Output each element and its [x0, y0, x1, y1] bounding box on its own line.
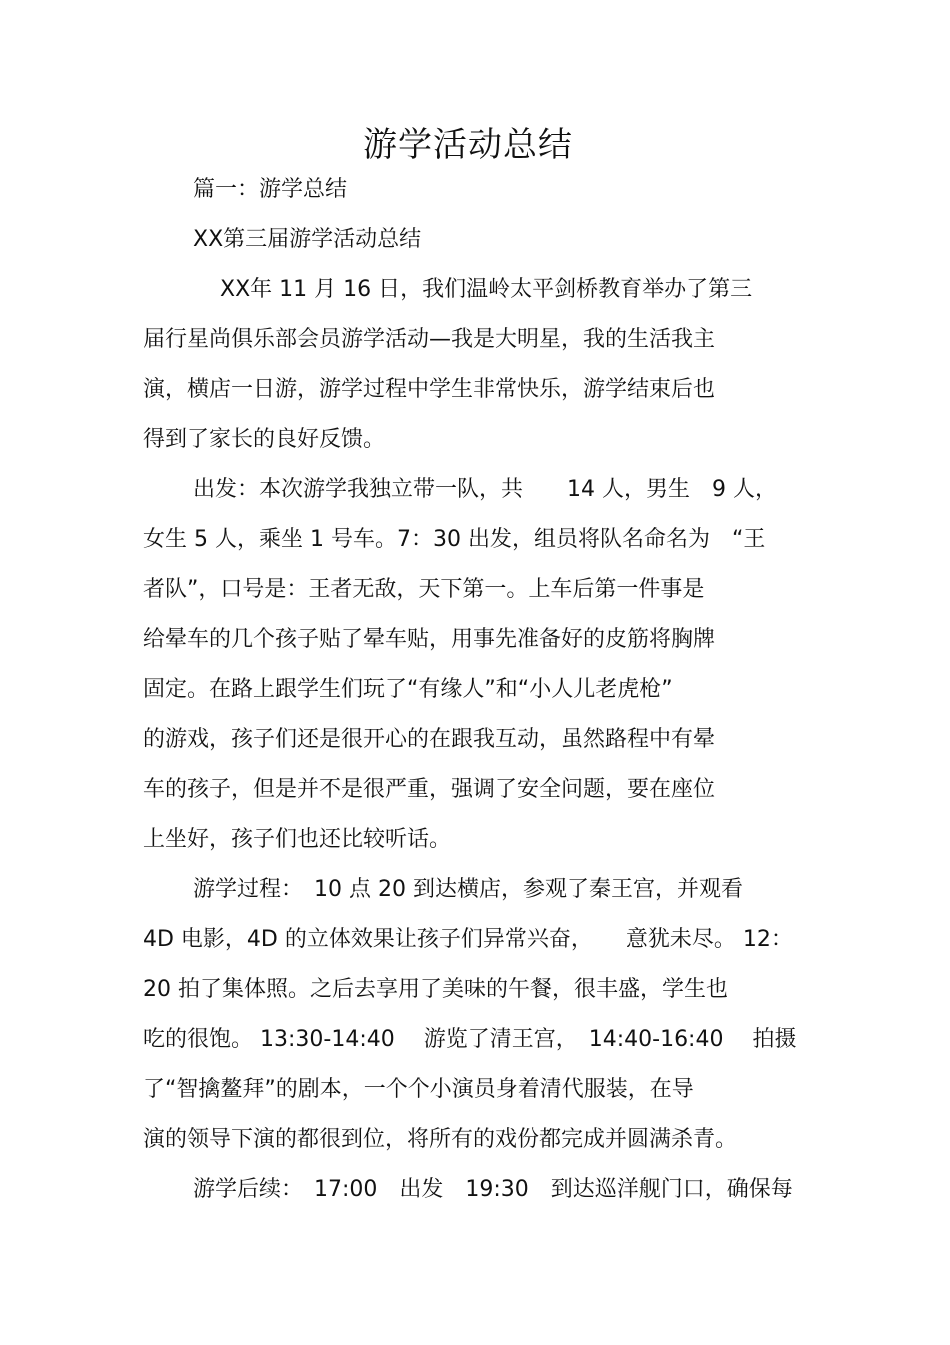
paragraph-line: 4D 电影，4D 的立体效果让孩子们异常兴奋， 意犹未尽。 12： — [143, 927, 793, 952]
paragraph-line: 演，横店一日游，游学过程中学生非常快乐，游学结束后也 — [143, 377, 716, 402]
paragraph-line: 得到了家长的良好反馈。 — [143, 427, 386, 452]
paragraph-line: 者队”，口号是：王者无敌，天下第一。上车后第一件事是 — [143, 577, 705, 602]
paragraph-line: 演的领导下演的都很到位，将所有的戏份都完成并圆满杀青。 — [143, 1127, 738, 1152]
paragraph-line: 吃的很饱。 13:30-14:40 游览了清王宫， 14:40-16:40 拍摄 — [143, 1027, 797, 1052]
paragraph-line: 的游戏，孩子们还是很开心的在跟我互动，虽然路程中有晕 — [143, 727, 716, 752]
paragraph-line: 20 拍了集体照。之后去享用了美味的午餐，很丰盛，学生也 — [143, 977, 728, 1002]
paragraph-line: 游学过程： 10 点 20 到达横店，参观了秦王宫，并观看 — [193, 877, 743, 902]
paragraph-line: 固定。在路上跟学生们玩了“有缘人”和“小人儿老虎枪” — [143, 677, 673, 702]
paragraph-line: 给晕车的几个孩子贴了晕车贴，用事先准备好的皮筋将胸牌 — [143, 627, 716, 652]
document-title: 游学活动总结 — [363, 125, 573, 165]
paragraph-line: 游学后续： 17:00 出发 19:30 到达巡洋舰门口，确保每 — [193, 1177, 793, 1202]
paragraph-line: 届行星尚俱乐部会员游学活动—我是大明星，我的生活我主 — [143, 327, 716, 352]
paragraph-line: 了“智擒鳌拜”的剧本，一个个小演员身着清代服装，在导 — [143, 1077, 694, 1102]
paragraph-line: 车的孩子，但是并不是很严重，强调了安全问题，要在座位 — [143, 777, 716, 802]
article-heading: XX第三届游学活动总结 — [193, 227, 422, 252]
paragraph-line: 出发：本次游学我独立带一队，共 14 人，男生 9 人， — [193, 477, 777, 502]
paragraph-line: XX年 11 月 16 日，我们温岭太平剑桥教育举办了第三 — [220, 277, 753, 302]
paragraph-line: 女生 5 人，乘坐 1 号车。7：30 出发，组员将队名命名为 “王 — [143, 527, 766, 552]
section-heading: 篇一：游学总结 — [193, 177, 348, 202]
paragraph-line: 上坐好，孩子们也还比较听话。 — [143, 827, 452, 852]
